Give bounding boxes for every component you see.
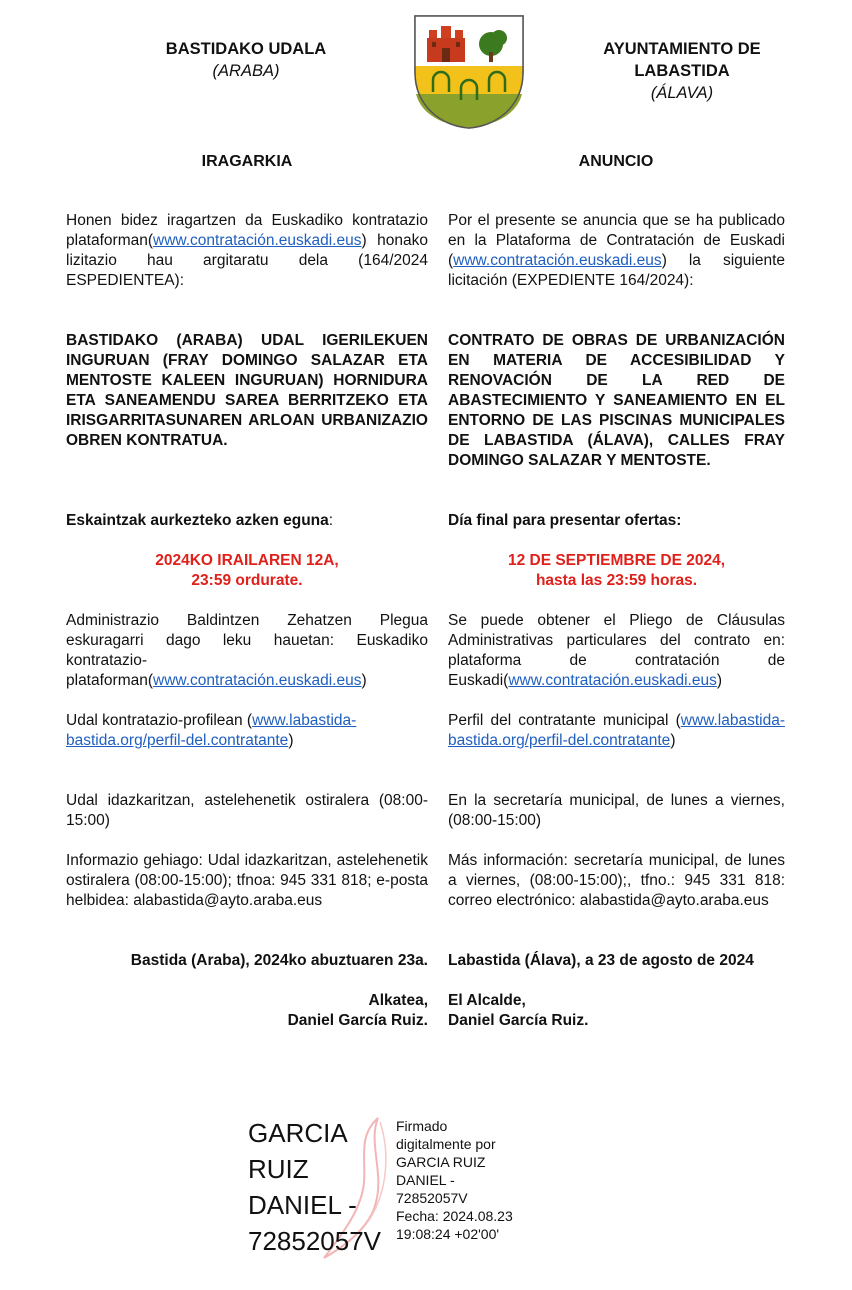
signer-right: El Alcalde, Daniel García Ruiz.	[448, 992, 589, 1029]
perfil-contratante-link[interactable]: www.labastida-bastida.org/perfil-del.contratante	[66, 712, 357, 749]
intro-right: Por el presente se anuncia que se ha publicado en la Plataforma de Contratación de Euskadi (www.contratación.euskadi.eus) la siguiente licitación (EXPEDIENTE 164/2024):	[448, 212, 785, 289]
header-right	[532, 38, 832, 104]
secretary-right: En la secretaría municipal, de lunes a viernes, (08:00-15:00)	[448, 792, 785, 829]
deadline-date-right: 12 DE SEPTIEMBRE DE 2024, hasta las 23:59 horas.	[507, 552, 726, 589]
signer-left: Alkatea, Daniel García Ruiz.	[287, 992, 428, 1029]
digital-signature-name: GARCIA RUIZ DANIEL - 72852057V	[248, 1118, 382, 1256]
contratacion-link[interactable]: www.contratación.euskadi.eus	[453, 252, 662, 269]
intro-left: Honen bidez iragartzen da Euskadiko kontratazio plataforman(www.contratación.euskadi.eus) honako lizitazio hau argitaratu dela (164/2024 ESPEDIENTEA):	[66, 212, 428, 289]
header-left-title: BASTIDAKO UDALA	[165, 40, 327, 58]
contratacion-link[interactable]: www.contratación.euskadi.eus	[153, 232, 362, 249]
place-date-left: Bastida (Araba), 2024ko abuztuaren 23a.	[130, 952, 428, 969]
digital-signature-info: Firmado digitalmente por GARCIA RUIZ DANIEL - 72852057V Fecha: 2024.08.23 19:08:24 +02'00'	[396, 1118, 513, 1242]
deadline-label-left: Eskaintzak aurkezteko azken eguna:	[66, 512, 334, 529]
header-left	[96, 38, 396, 82]
coat-of-arms	[413, 14, 525, 130]
contract-title-left: BASTIDAKO (ARABA) UDAL IGERILEKUEN INGURUAN (FRAY DOMINGO SALAZAR ETA MENTOSTE KALEEN INGURUAN) HORNIDURA ETA SANEAMENDU SAREA BERRITZEKO ETA IRISGARRITASUNAREN ARLOAN URBANIZAZIO OBREN KONTRATUA.	[66, 332, 428, 449]
profile-left: Udal kontratazio-profilean (www.labastida-bastida.org/perfil-del.contratante)	[66, 712, 357, 749]
header-right-sub: (ÁLAVA)	[650, 84, 714, 102]
header-right-title-1: AYUNTAMIENTO DE	[603, 40, 761, 58]
pliego-left: Administrazio Baldintzen Zehatzen Plegua eskuragarri dago leku hauetan: Euskadiko kontratazio-plataforman(www.contratación.euskadi.eus)	[66, 612, 428, 689]
perfil-contratante-link[interactable]: www.labastida-bastida.org/perfil-del.contratante	[448, 712, 785, 749]
section-title-right: ANUNCIO	[578, 153, 654, 170]
profile-right: Perfil del contratante municipal (www.labastida-bastida.org/perfil-del.contratante)	[448, 712, 785, 749]
deadline-label-right: Día final para presentar ofertas:	[448, 512, 682, 529]
header-right-title-2: LABASTIDA	[634, 62, 730, 80]
contract-title-right: CONTRATO DE OBRAS DE URBANIZACIÓN EN MATERIA DE ACCESIBILIDAD Y RENOVACIÓN DE LA RED DE ABASTECIMIENTO Y SANEAMIENTO EN EL ENTORNO DE LAS PISCINAS MUNICIPALES DE LABASTIDA (ÁLAVA), CALLES FRAY DOMINGO SALAZAR Y MENTOSTE.	[448, 332, 785, 469]
deadline-date-left: 2024KO IRAILAREN 12A, 23:59 ordurate.	[155, 552, 339, 589]
info-right: Más información: secretaría municipal, de lunes a viernes, (08:00-15:00);, tfno.: 945 331 818: correo electrónico: alabastida@ayto.araba.eus	[448, 852, 785, 909]
contratacion-link[interactable]: www.contratación.euskadi.eus	[153, 672, 362, 689]
header-left-sub: (ARABA)	[212, 62, 280, 80]
info-left: Informazio gehiago: Udal idazkaritzan, astelehenetik ostiralera (08:00-15:00); tfnoa: 945 331 818; e-posta helbidea: alabastida@ayto.araba.eus	[66, 852, 428, 909]
pliego-right: Se puede obtener el Pliego de Cláusulas Administrativas particulares del contrato en: plataforma de contratación de Euskadi(www.contratación.euskadi.eus)	[448, 612, 785, 689]
place-date-right: Labastida (Álava), a 23 de agosto de 2024	[448, 952, 754, 969]
contratacion-link[interactable]: www.contratación.euskadi.eus	[508, 672, 717, 689]
secretary-left: Udal idazkaritzan, astelehenetik ostiralera (08:00-15:00)	[66, 792, 428, 829]
section-title-left: IRAGARKIA	[201, 153, 293, 170]
